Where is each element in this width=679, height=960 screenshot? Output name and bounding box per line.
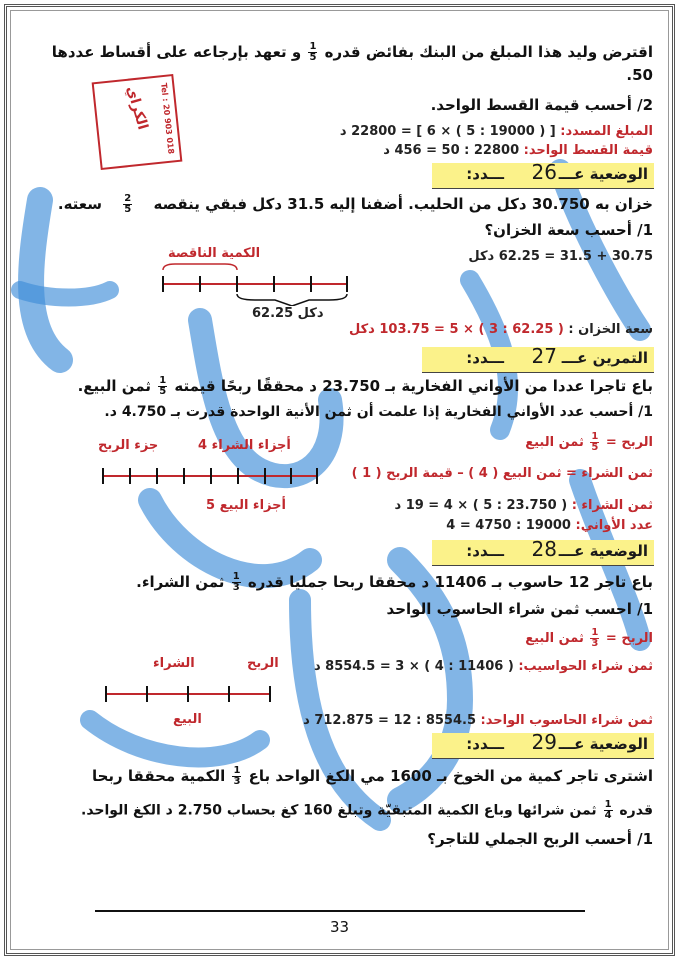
s27-fraction: $\frac{1}{5}$ xyxy=(159,375,167,397)
s27-sell-parts: 5 أجزاء البيع xyxy=(206,498,286,513)
s27-buy-formula: ثمن الشراء = ثمن البيع ( 4 ) – قيمة الربح ( 1 ) xyxy=(351,466,653,481)
exercise-27-heading: التمرين عـــ 27 ـــدد: xyxy=(422,347,654,373)
s28-buy-word: الشراء xyxy=(153,656,195,671)
situation-29-heading: الوضعية عـــ 29 ـــدد: xyxy=(432,733,654,759)
s27-bar-diagram xyxy=(95,458,325,494)
s27-statement: باع تاجرا عددا من الأواني الفخارية بـ 23.750 د محققًا ربحًا قيمته $\frac{1}{5}$ ثمن البيع. xyxy=(77,375,653,397)
s28-one-price: ثمن شراء الحاسوب الواحد: 8554.5 : 12 = 712.875 د xyxy=(303,713,653,728)
s28-sell-word: البيع xyxy=(173,712,202,727)
s26-calc1: 30.75 + 31.5 = 62.25 دكل xyxy=(468,249,653,264)
s29-line2: قدره $\frac{1}{4}$ ثمن شرائها وباع الكمية المتبقيّة وتبلغ 160 كغ بحساب 2.750 د الكغ الواحد. xyxy=(81,799,653,821)
q2-title: 2/ أحسب قيمة القسط الواحد. xyxy=(430,96,653,114)
q2-paid: المبلغ المسدد: [ ( 19000 : 5 ) × 6 ] = 22800 د xyxy=(339,124,653,139)
q2-installment: قيمة القسط الواحد: 22800 : 50 = 456 د xyxy=(383,143,653,158)
s29-question: 1/ أحسب الربح الجملي للتاجر؟ xyxy=(427,830,653,848)
s26-bar-diagram xyxy=(155,262,355,306)
s28-fraction: $\frac{1}{3}$ xyxy=(232,571,240,593)
s28-profit-word: الربح xyxy=(247,656,279,671)
s27-count: عدد الأواني: 19000 : 4750 = 4 xyxy=(446,518,653,533)
s26-fraction: $\frac{2}{5}$ xyxy=(124,193,132,215)
s28-pcs-price: ثمن شراء الحواسيب: ( 11406 : 4 ) × 3 = 8554.5 د xyxy=(313,659,653,674)
s29-line1: اشترى تاجر كمية من الخوخ بـ 1600 مي الكغ الواحد باع $\frac{1}{3}$ الكمية محققا ربحا xyxy=(91,765,653,787)
s26-missing-label: الكمية الناقصة xyxy=(168,246,261,261)
publisher-stamp: Tel : 20 903 018 الكراي xyxy=(92,74,183,170)
s26-question: 1/ أحسب سعة الخزان؟ xyxy=(484,221,653,239)
s28-profit: الربح = $\frac{1}{3}$ ثمن البيع xyxy=(525,627,653,649)
intro-line2: 50. xyxy=(626,66,653,84)
s28-question: 1/ احسب ثمن شراء الحاسوب الواحد xyxy=(386,600,653,618)
s27-buy-parts: 4 أجزاء الشراء xyxy=(198,438,291,453)
intro-fraction: $\frac{1}{5}$ xyxy=(309,41,317,63)
page-number: 33 xyxy=(330,918,350,936)
s28-statement: باع تاجر 12 حاسوب بـ 11406 د محققا ربحا جمليا قدره $\frac{1}{3}$ ثمن الشراء. xyxy=(136,571,653,593)
s26-diagram-value: 62.25 دكل xyxy=(252,306,324,321)
s26-capacity: سعة الخزان : ( 62.25 : 3 ) × 5 = 103.75 دكل xyxy=(348,322,653,337)
s27-question: 1/ أحسب عدد الأواني الفخارية إذا علمت أن ثمن الأنية الواحدة قدرت بـ 4.750 د. xyxy=(104,404,653,420)
s27-profit-part: جزء الربح xyxy=(98,438,159,453)
s27-buy-price: ثمن الشراء : ( 23.750 : 5 ) × 4 = 19 د xyxy=(394,498,653,513)
s28-bar-diagram xyxy=(98,676,278,712)
s26-statement: خزان به 30.750 دكل من الحليب. أضفنا إليه 31.5 دكل فبقي ينقصه $\frac{2}{5}$ سعته. xyxy=(57,193,653,215)
intro-text-b: و تعهد بإرجاعه على أقساط عددها xyxy=(51,43,302,61)
situation-26-heading: الوضعية عـــ 26 ـــدد: xyxy=(432,163,654,189)
intro-text-a: اقترض وليد هذا المبلغ من البنك بفائض قدره xyxy=(324,43,653,61)
situation-28-heading: الوضعية عـــ 28 ـــدد: xyxy=(432,540,654,566)
intro-line1 xyxy=(52,42,653,63)
footer-divider xyxy=(95,910,585,912)
s27-profit: الربح = $\frac{1}{5}$ ثمن البيع xyxy=(525,431,653,453)
